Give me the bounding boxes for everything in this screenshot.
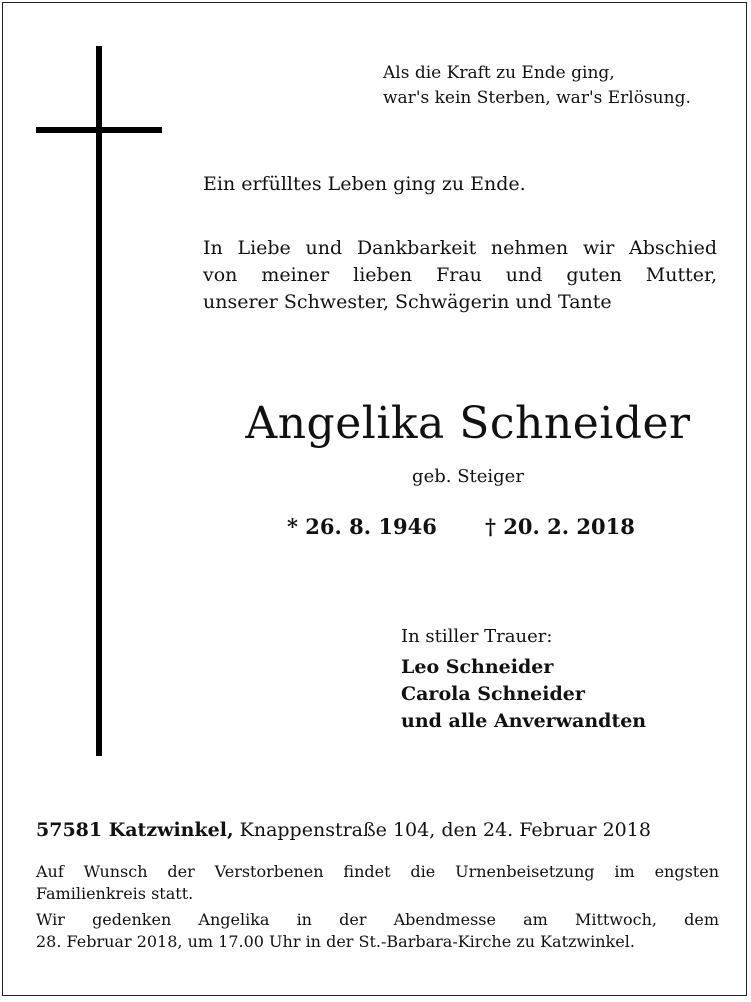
info-line: Familienkreis statt. — [36, 884, 194, 903]
birth-date: * 26. 8. 1946 — [287, 514, 437, 539]
info-line: Wir gedenken Angelika in der Abendmesse am Mittwoch, dem — [36, 910, 719, 929]
address-line — [36, 817, 651, 844]
cross-horizontal-bar — [36, 127, 162, 133]
death-date: † 20. 2. 2018 — [485, 514, 635, 539]
farewell-line: In Liebe und Dankbarkeit nehmen wir Abschied — [203, 237, 717, 259]
motto-line: war's kein Sterben, war's Erlösung. — [383, 88, 691, 108]
cross-vertical-bar — [96, 46, 102, 756]
info-line: 28. Februar 2018, um 17.00 Uhr in der St.-Barbara-Kirche zu Katzwinkel. — [36, 932, 635, 951]
info-text — [36, 861, 719, 953]
farewell-line: von meiner lieben Frau und guten Mutter, — [203, 264, 717, 286]
maiden-name: geb. Steiger — [412, 466, 524, 487]
mourner-name: Carola Schneider — [401, 683, 585, 705]
mourning-label: In stiller Trauer: — [401, 626, 553, 647]
lead-text: Ein erfülltes Leben ging zu Ende. — [203, 173, 526, 195]
address-street-date: Knappenstraße 104, den 24. Februar 2018 — [233, 819, 651, 841]
motto-verse — [383, 61, 691, 111]
motto-line: Als die Kraft zu Ende ging, — [383, 63, 615, 83]
info-line: Auf Wunsch der Verstorbenen findet die Urnenbeisetzung im engsten — [36, 862, 719, 881]
farewell-line: unserer Schwester, Schwägerin und Tante — [203, 291, 612, 313]
address-place: 57581 Katzwinkel, — [36, 819, 234, 841]
mourner-name: Leo Schneider — [401, 656, 554, 678]
deceased-name: Angelika Schneider — [245, 398, 691, 449]
farewell-text — [203, 235, 717, 316]
mourners-list — [401, 654, 646, 735]
mourner-name: und alle Anverwandten — [401, 710, 647, 732]
obituary-notice — [2, 2, 747, 996]
